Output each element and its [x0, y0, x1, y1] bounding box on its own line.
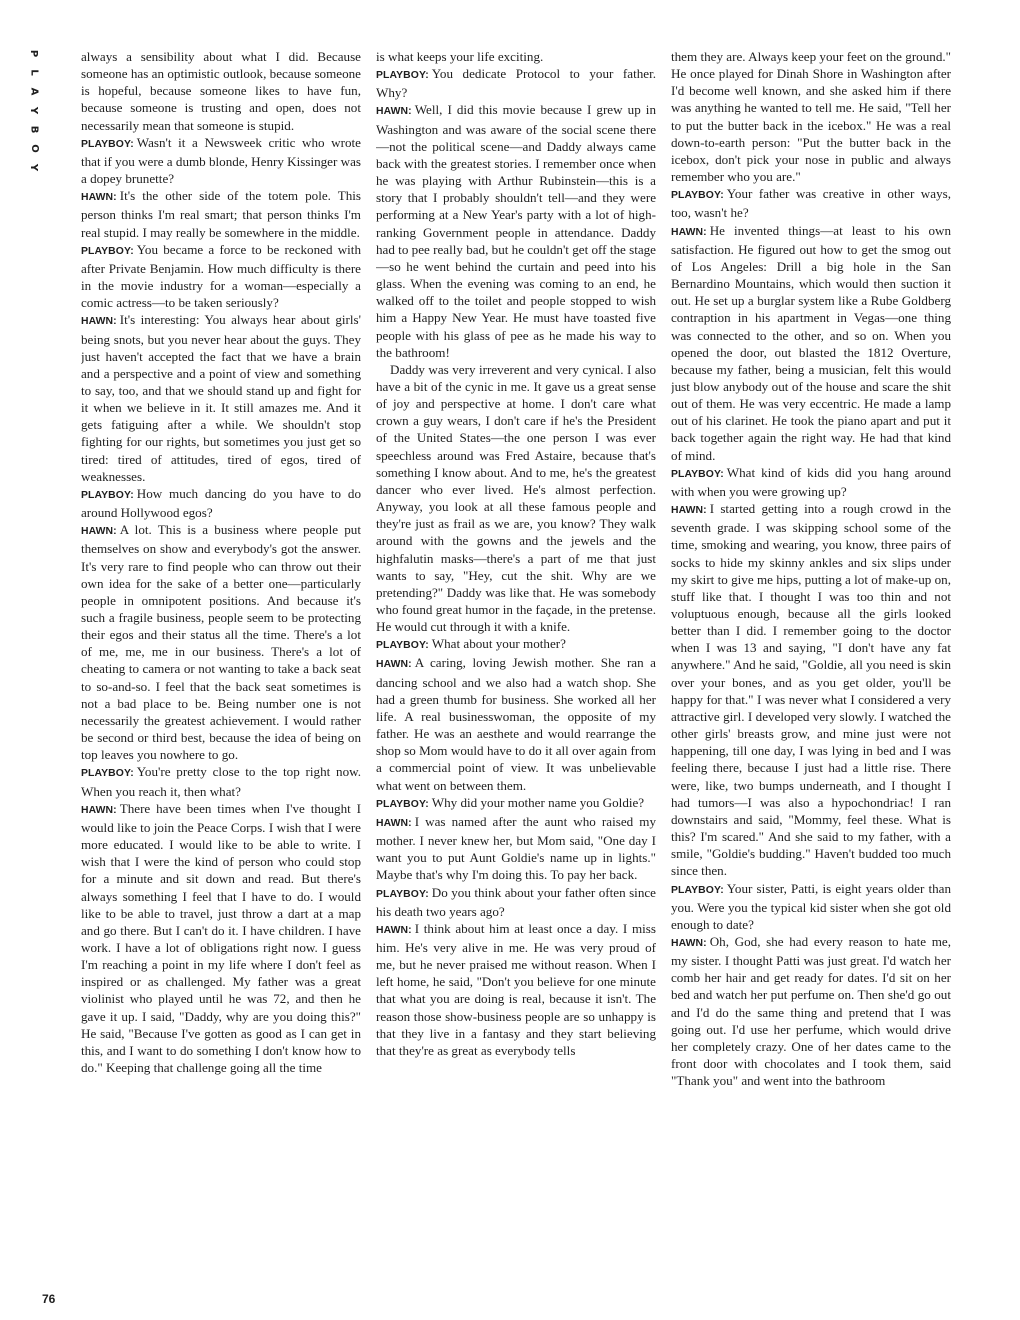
speaker-label: PLAYBOY:	[376, 798, 429, 810]
speaker-label: PLAYBOY:	[81, 768, 134, 780]
interview-exchange	[671, 185, 951, 221]
speaker-label: PLAYBOY:	[81, 489, 134, 501]
speaker-label: HAWN:	[81, 316, 117, 328]
paragraph-text: It's the other side of the totem pole. This person thinks I'm real smart; that person thinks I'm real stupid. I may really be somewhere in the middle.	[81, 188, 361, 240]
paragraph-text: Your father was creative in other ways, too, wasn't he?	[671, 186, 951, 221]
interview-exchange	[81, 521, 361, 763]
interview-exchange	[376, 65, 656, 101]
interview-exchange	[376, 635, 656, 654]
paragraph-text: always a sensibility about what I did. Because someone has an optimistic outlook, because someone is hopeful, because someone likes to have fun, because someone is trusting and open, does not necessarily mean that someone is stupid.	[81, 49, 361, 133]
speaker-label: PLAYBOY:	[671, 190, 724, 202]
vertical-title-letter: P	[28, 49, 40, 58]
speaker-label: HAWN:	[671, 937, 707, 949]
interview-exchange	[376, 794, 656, 813]
column-3	[671, 48, 951, 1288]
paragraph-text: Do you think about your father often since his death two years ago?	[376, 884, 656, 919]
paragraph-text: You're pretty close to the top right now. When you reach it, then what?	[81, 764, 361, 799]
column-1	[81, 48, 361, 1288]
interview-exchange	[81, 187, 361, 240]
paragraph-text: A lot. This is a business where people put themselves on show and everybody's got the answer. It's very rare to find people who can throw out their own idea for the sake of a better one—particularly people in omnipotent positions. And because it's such a fragile business, people seem to be protecting their egos and their status all the time. There's a lot of me, me, me in our business. There's a lot of cheating to camera or not wanting to take a back seat to so-and-so. I feel that the back seat sometimes is not a bad place to be. Being number one is not necessarily the greatest achievement. I would rather be second or third best, because the idea of being on top leaves you nowhere to go.	[81, 522, 361, 763]
speaker-label: HAWN:	[81, 526, 117, 538]
interview-exchange	[671, 933, 951, 1089]
paragraph-text: Daddy was very irreverent and very cynical. I also have a bit of the cynic in me. It gave us a great sense of joy and perspective at home. I don't care what crown a guy wears, I don't care if he's the President of the United States—the one person I was ever speechless around was Fred Astaire, because that's something I know about. And to me, he's the greatest dancer who ever lived. He's almost perfection. Anyway, you look at all these famous people and they're just as frail as we are, you know? They walk around with the gowns and the jewels and the highfalutin masks—there's a part of me that just wants to say, "Hey, cut the shit. Why are we pretending?" Daddy was like that. He was somebody who found great humor in the façade, in the pretense. He would cut through it with a knife.	[376, 361, 656, 635]
paragraph-text: Wasn't it a Newsweek critic who wrote that if you were a dumb blonde, Henry Kissinger was a dopey brunette?	[81, 134, 361, 187]
speaker-label: HAWN:	[81, 804, 117, 816]
paragraph-text: It's interesting: You always hear about girls' being snots, but you never hear about the guys. They just haven't accepted the fact that we have a brain and a perspective and a point of view and something to say, too, and that we should stand up and fight for it when we believe in it. It still amazes me. And it gets fatiguing after a while. We shouldn't stop fighting for our rights, but sometimes you just get so tired: tired of attitudes, tired of egos, tired of weaknesses.	[81, 312, 361, 484]
column-2	[376, 48, 656, 1288]
interview-exchange	[671, 222, 951, 464]
speaker-label: PLAYBOY:	[376, 888, 429, 900]
paragraph	[671, 48, 951, 185]
page-number: 76	[42, 1292, 56, 1306]
speaker-label: PLAYBOY:	[671, 468, 724, 480]
vertical-title-letter: B	[28, 125, 40, 134]
interview-exchange	[376, 101, 656, 360]
speaker-label: PLAYBOY:	[81, 245, 134, 257]
paragraph-text: them they are. Always keep your feet on the ground." He once played for Dinah Shore in Washington after I'd become well known, and she asked him if there was anything he wanted to tell me. He said, "Tell her to put the butter back in the icebox." He was a real down-to-earth person: "Put the butter back in the icebox, don't pick your nose in public and always remember who you are."	[671, 49, 951, 185]
paragraph-text: I was named after the aunt who raised my mother. I never knew her, but Mom said, "One day I want you to put Aunt Goldie's name up in lights." Maybe that's why I'm doing this. To pay her back.	[376, 813, 656, 883]
speaker-label: PLAYBOY:	[671, 884, 724, 896]
speaker-label: HAWN:	[81, 192, 117, 204]
paragraph-text: How much dancing do you have to do around Hollywood egos?	[81, 485, 361, 521]
paragraph-text: You dedicate Protocol to your father. Why?	[376, 66, 656, 101]
interview-exchange	[376, 884, 656, 920]
vertical-title-letter: O	[28, 144, 40, 153]
interview-exchange	[81, 800, 361, 1077]
paragraph-text: Oh, God, she had every reason to hate me, my sister. I thought Patti was just great. I'd watch her comb her hair and get ready for dates. I'd sit on her bed and watch her put perfume on. Then she'd go out and I'd do the same thing and pretend that I was going out. I'd use her perfume, which would drive her completely crazy. One of her dates came to the front door with chocolates and I took them, said "Thank you" and went into the bathroom	[671, 933, 951, 1089]
paragraph-text: Well, I did this movie because I grew up in Washington and was aware of the social scene there—not the political scene—and Daddy always came back with the greatest stories. I remember once when he was playing with Arthur Rubinstein—this is a story that I probably shouldn't tell—and they were performing at a New Year's party with a lot of high-ranking Government people in attendance. Daddy had to pee really bad, but he couldn't get off the stage—so he went behind the curtain and peed into his glass. When the evening was coming to an end, he walked off to the toilet and people stopped to wish him a Happy New Year. He must have toasted five people with his glass of pee as he made his way to the bathroom!	[376, 102, 656, 360]
speaker-label: PLAYBOY:	[81, 138, 134, 150]
vertical-title-letter: A	[28, 87, 40, 96]
vertical-title-letter: L	[28, 69, 40, 76]
speaker-label: PLAYBOY:	[376, 640, 429, 652]
speaker-label: PLAYBOY:	[376, 70, 429, 82]
paragraph-text: Why did your mother name you Goldie?	[431, 794, 645, 810]
paragraph-text: I think about him at least once a day. I miss him. He's very alive in me. He was very proud of me, but he never praised me without reason. When I left home, he said, "Don't you believe for one minute that what you are doing is real, because it isn't. The reason those show-business people are so unhappy is that they live in a fantasy and they start believing that they're as great as everybody tells	[376, 920, 656, 1058]
interview-exchange	[671, 464, 951, 500]
paragraph	[376, 48, 656, 65]
speaker-label: HAWN:	[376, 659, 412, 671]
vertical-title-letter: Y	[28, 163, 40, 172]
speaker-label: HAWN:	[671, 226, 707, 238]
interview-exchange	[671, 880, 951, 933]
interview-exchange	[671, 500, 951, 879]
paragraph-text: is what keeps your life exciting.	[376, 49, 544, 64]
paragraph	[81, 48, 361, 134]
interview-exchange	[81, 241, 361, 312]
speaker-label: HAWN:	[376, 924, 412, 936]
paragraph-text: There have been times when I've thought I would like to join the Peace Corps. I wish that I were more educated. I would like to be able to write. I wish that I were the kind of person who could stop for a minute and sit down and read. But there's always something I feel that I have to do. I would like to be able to travel, just throw a dart at a map and go there. But I can't do it. I have children. I have work. I have a lot of obligations right now. I guess I'm reaching a point in my life where I don't feel as inspired or as challenged. My father was a great violinist who played until he was 72, and then he gave it up. I said, "Daddy, why are you doing this?" He said, "Because I've gotten as good as I can get in this, and I want to do something I don't know how to do." Keeping that challenge going all the time	[81, 800, 361, 1076]
interview-exchange	[376, 654, 656, 793]
paragraph-text: You became a force to be reckoned with after Private Benjamin. How much difficulty is there in the movie industry for a woman—especially a comic actress—to be taken seriously?	[81, 241, 361, 311]
interview-exchange	[81, 485, 361, 521]
speaker-label: HAWN:	[376, 817, 412, 829]
speaker-label: HAWN:	[376, 106, 412, 118]
interview-exchange	[376, 813, 656, 884]
interview-exchange	[376, 920, 656, 1059]
magazine-vertical-title	[26, 46, 42, 175]
paragraph-text: He invented things—at least to his own satisfaction. He figured out how to get the smog out of Los Angeles: Drill a big hole in the San Bernardino Mountains, which would then suction it out. He set up a burglar system like a Rube Goldberg contraption in his apartment in Vegas—one thing was connected to the other, and so on. When you opened the door, out blasted the 1812 Overture, because my father, being a musician, felt this would just blow anybody out of the house and scare the shit out of them. He was very eccentric. He made a lamp out of his clarinet. He took the piano apart and put it back together again the right way. He had that kind of mind.	[671, 222, 951, 463]
vertical-title-letter: Y	[28, 106, 40, 115]
interview-exchange	[81, 134, 361, 187]
speaker-label: HAWN:	[671, 505, 707, 517]
interview-exchange	[81, 311, 361, 485]
interview-exchange	[81, 763, 361, 799]
paragraph-text: Your sister, Patti, is eight years older than you. Were you the typical kid sister when she got old enough to date?	[671, 880, 951, 932]
paragraph-text: A caring, loving Jewish mother. She ran a dancing school and we also had a watch shop. She had a green thumb for business. She worked all her life. A real businesswoman, the opposite of my father. He was an aesthete and would rearrange the shop so Mom would have to do it all over again from a commercial point of view. It was unbelievable what went on between them.	[376, 655, 656, 793]
paragraph-text: What kind of kids did you hang around with when you were growing up?	[671, 464, 951, 499]
paragraph-text: I started getting into a rough crowd in the seventh grade. I was skipping school some of the time, smoking and wearing, you know, three pairs of socks to hide my skinny ankles and six slips under my skirt to give me hips, putting a lot of make-up on, stuff like that. I thought I was too thin and not voluptuous enough, because all the girls looked better than I did. I remember going to the doctor when I was 13 and saying, "I don't have any fat anywhere." And he said, "Goldie, all you need is skin over your bones, and as you get older, you'll be happy for that." I was never what I considered a very attractive girl. I developed very slowly. I watched the other girls' breasts grow, and mine just were not happening, till one day, I was lying in bed and I was feeling there, because I just had a little rise. There were, like, two bumps underneath, and I thought I had tumors—I was also a hypochondriac! I ran downstairs and said, "Mommy, feel these. What is this? I'm scared." And she said to my father, with a smile, "Goldie's budding." Haven't budded too much since then.	[671, 501, 951, 879]
paragraph	[376, 361, 656, 636]
paragraph-text: What about your mother?	[431, 636, 566, 652]
